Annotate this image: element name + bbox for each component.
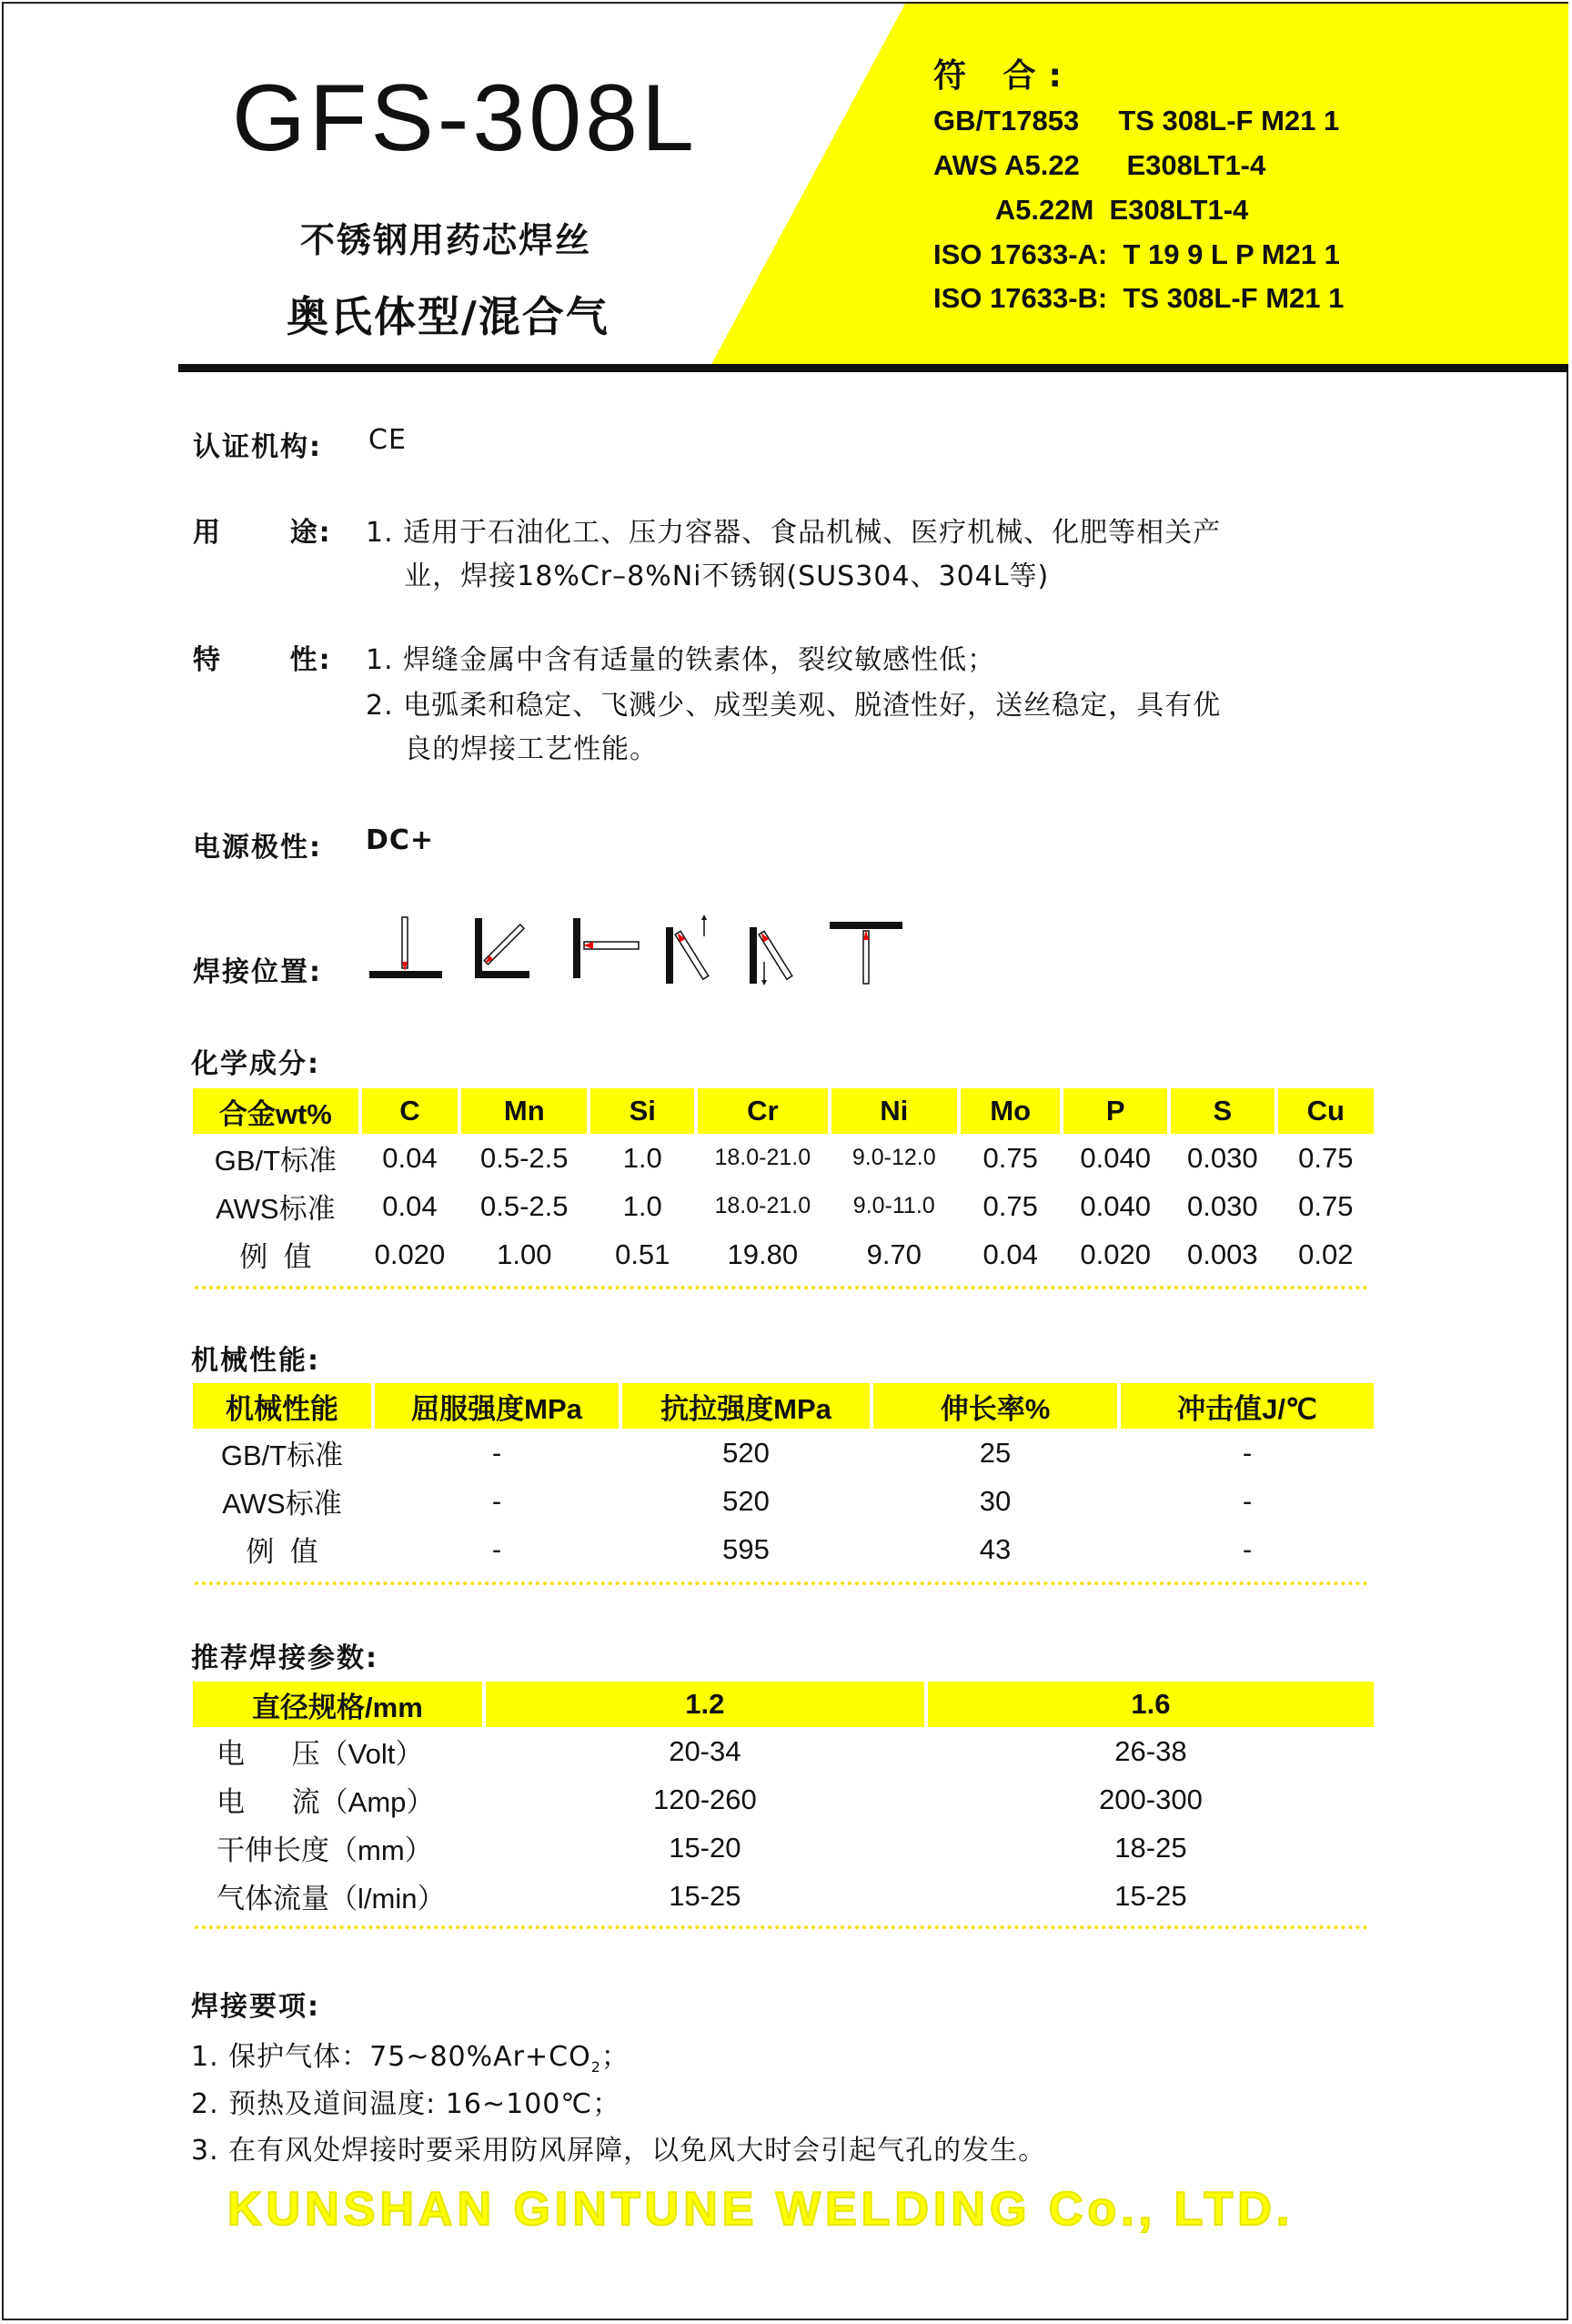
table-cell: 20-34	[669, 1734, 741, 1767]
column-header: 伸长率%	[873, 1383, 1117, 1429]
table-row	[193, 1775, 1374, 1824]
table-cell: 0.003	[1187, 1238, 1258, 1270]
conformity-line: AWS A5.22 E308LT1-4	[933, 149, 1266, 181]
table-cell: GB/T标准	[214, 1145, 338, 1177]
column-header: P	[1063, 1088, 1167, 1134]
use-label: 用 途:	[193, 517, 332, 549]
horizontal-icon	[573, 918, 639, 978]
cert-value: CE	[368, 424, 407, 456]
dotted-divider	[195, 1581, 1368, 1585]
table-cell: 0.04	[382, 1189, 438, 1222]
conformity-heading: 符 合:	[933, 57, 1074, 95]
table-cell: 0.020	[374, 1238, 446, 1270]
table-cell: 9.0-11.0	[852, 1193, 935, 1218]
table-row	[193, 1429, 1374, 1477]
table-cell: 0.51	[615, 1238, 670, 1270]
table-cell: 0.030	[1187, 1189, 1258, 1222]
table-cell: 9.70	[866, 1238, 922, 1270]
table-cell: 1.0	[622, 1141, 662, 1174]
column-header: 1.2	[486, 1682, 924, 1727]
column-header: 直径规格/mm	[193, 1682, 482, 1727]
welding-positions	[366, 914, 912, 987]
chem-table	[189, 1088, 1377, 1278]
header-divider	[178, 364, 1568, 372]
column-header: Mn	[461, 1088, 587, 1134]
conformity-line: ISO 17633-B: TS 308L-F M21 1	[933, 282, 1345, 314]
table-cell: 例 值	[246, 1536, 318, 1568]
column-header: 冲击值J/℃	[1121, 1383, 1374, 1429]
table-header-row	[193, 1383, 1374, 1429]
column-header: Cr	[698, 1088, 828, 1134]
column-header: 机械性能	[193, 1383, 371, 1429]
position-label: 焊接位置:	[193, 956, 322, 988]
table-cell: -	[1242, 1484, 1253, 1517]
dotted-divider	[195, 1286, 1368, 1289]
column-header: 1.6	[928, 1682, 1374, 1727]
cert-label: 认证机构:	[193, 431, 322, 463]
table-cell: 0.75	[1298, 1141, 1354, 1174]
feature-line: 良的焊接工艺性能。	[366, 733, 659, 765]
table-cell: 0.030	[1187, 1141, 1258, 1174]
table-cell: 18-25	[1114, 1831, 1187, 1864]
table-cell: 18.0-21.0	[714, 1193, 811, 1218]
table-cell: 电 压（Volt）	[217, 1738, 424, 1770]
table-header-row	[193, 1682, 1374, 1727]
table-cell: 0.020	[1080, 1238, 1151, 1270]
chem-heading: 化学成分:	[191, 1048, 320, 1080]
product-title: GFS-308L	[232, 66, 698, 171]
column-header: Cu	[1278, 1088, 1374, 1134]
use-line: 业，焊接18%Cr–8%Ni不锈钢(SUS304、304L等)	[366, 561, 1050, 592]
vertical-down-icon	[750, 927, 792, 985]
table-header-row	[193, 1088, 1374, 1134]
table-cell: 15-25	[669, 1879, 741, 1912]
params-table	[189, 1682, 1377, 1920]
table-cell: 电 流（Amp）	[217, 1786, 435, 1818]
table-cell: AWS标准	[216, 1193, 336, 1225]
table-cell: 0.040	[1080, 1141, 1151, 1174]
note-line: 3. 在有风处焊接时要采用防风屏障，以免风大时会引起气孔的发生。	[191, 2135, 1047, 2167]
table-row	[193, 1477, 1374, 1525]
polarity-label: 电源极性:	[193, 832, 322, 864]
table-cell: -	[1242, 1436, 1253, 1469]
table-row	[193, 1525, 1374, 1573]
table-row	[193, 1134, 1374, 1182]
column-header: C	[362, 1088, 458, 1134]
table-cell: 26-38	[1114, 1734, 1187, 1767]
table-cell: 30	[979, 1484, 1012, 1517]
note-line	[191, 2034, 630, 2076]
table-cell: 0.75	[1298, 1189, 1354, 1222]
table-cell: 19.80	[727, 1238, 799, 1270]
table-cell: 520	[722, 1436, 770, 1469]
table-cell: 例 值	[239, 1241, 312, 1273]
table-cell: 15-20	[669, 1831, 741, 1864]
column-header: Mo	[961, 1088, 1060, 1134]
table-cell: 15-25	[1114, 1879, 1187, 1912]
table-cell: 干伸长度（mm）	[217, 1834, 433, 1866]
table-cell: 0.75	[982, 1141, 1038, 1174]
table-cell: 气体流量（l/min）	[217, 1883, 446, 1915]
column-header: 抗拉强度MPa	[622, 1383, 870, 1429]
table-row	[193, 1230, 1374, 1278]
table-cell: 0.5-2.5	[480, 1189, 569, 1222]
table-cell: 25	[979, 1436, 1012, 1469]
note-text: ；	[600, 2041, 630, 2073]
dotted-divider	[195, 1925, 1368, 1929]
table-cell: 18.0-21.0	[714, 1145, 811, 1170]
notes-heading: 焊接要项:	[191, 1991, 320, 2023]
mech-heading: 机械性能:	[191, 1345, 320, 1377]
vertical-up-icon	[666, 914, 709, 984]
table-row	[193, 1824, 1374, 1872]
table-cell: 9.0-12.0	[852, 1145, 936, 1170]
note-subscript: 2	[590, 2058, 601, 2076]
mech-table	[189, 1383, 1377, 1573]
table-cell: 0.040	[1080, 1189, 1151, 1222]
conformity-line: ISO 17633-A: T 19 9 L P M21 1	[933, 238, 1340, 270]
conformity-line: A5.22M E308LT1-4	[933, 194, 1249, 226]
table-cell: GB/T标准	[220, 1440, 344, 1471]
overhead-icon	[830, 922, 902, 984]
horizontal-fillet-icon	[475, 918, 529, 978]
table-cell: 595	[722, 1532, 770, 1565]
product-type: 奥氏体型/混合气	[287, 292, 610, 341]
table-cell: 1.00	[497, 1238, 552, 1270]
table-cell: 0.75	[982, 1189, 1038, 1222]
column-header: 屈服强度MPa	[375, 1383, 619, 1429]
note-text: 1. 保护气体：75~80%Ar+CO	[191, 2041, 591, 2073]
conformity-line: GB/T17853 TS 308L-F M21 1	[933, 105, 1340, 136]
column-header: Ni	[831, 1088, 957, 1134]
table-row	[193, 1182, 1374, 1230]
polarity-value: DC+	[366, 824, 435, 856]
table-cell: -	[1242, 1532, 1253, 1565]
table-row	[193, 1872, 1374, 1920]
table-cell: 1.0	[622, 1189, 662, 1222]
table-cell: 200-300	[1099, 1783, 1203, 1815]
feature-line: 2. 电弧柔和稳定、飞溅少、成型美观、脱渣性好，送丝稳定，具有优	[366, 690, 1222, 722]
table-cell: -	[491, 1484, 502, 1517]
table-cell: -	[491, 1532, 502, 1565]
column-header: S	[1171, 1088, 1275, 1134]
table-cell: 0.02	[1298, 1238, 1354, 1270]
table-cell: 0.5-2.5	[480, 1141, 569, 1174]
params-heading: 推荐焊接参数:	[191, 1642, 378, 1674]
feature-label: 特 性:	[193, 644, 332, 676]
table-row	[193, 1727, 1374, 1775]
use-line: 1. 适用于石油化工、压力容器、食品机械、医疗机械、化肥等相关产	[366, 517, 1222, 549]
product-subtitle: 不锈钢用药芯焊丝	[300, 220, 592, 260]
table-cell: 0.04	[982, 1238, 1038, 1270]
flat-fillet-icon	[369, 917, 442, 978]
table-cell: 43	[979, 1532, 1012, 1565]
company-name: KUNSHAN GINTUNE WELDING Co., LTD.	[227, 2183, 1295, 2236]
column-header: Si	[590, 1088, 694, 1134]
table-cell: 120-260	[652, 1783, 757, 1815]
feature-line: 1. 焊缝金属中含有适量的铁素体，裂纹敏感性低；	[366, 644, 996, 676]
table-cell: AWS标准	[222, 1488, 342, 1520]
table-cell: -	[491, 1436, 502, 1469]
column-header: 合金wt%	[193, 1088, 358, 1134]
table-cell: 520	[722, 1484, 770, 1517]
note-line: 2. 预热及道间温度: 16~100℃；	[191, 2088, 621, 2120]
table-cell: 0.04	[382, 1141, 438, 1174]
